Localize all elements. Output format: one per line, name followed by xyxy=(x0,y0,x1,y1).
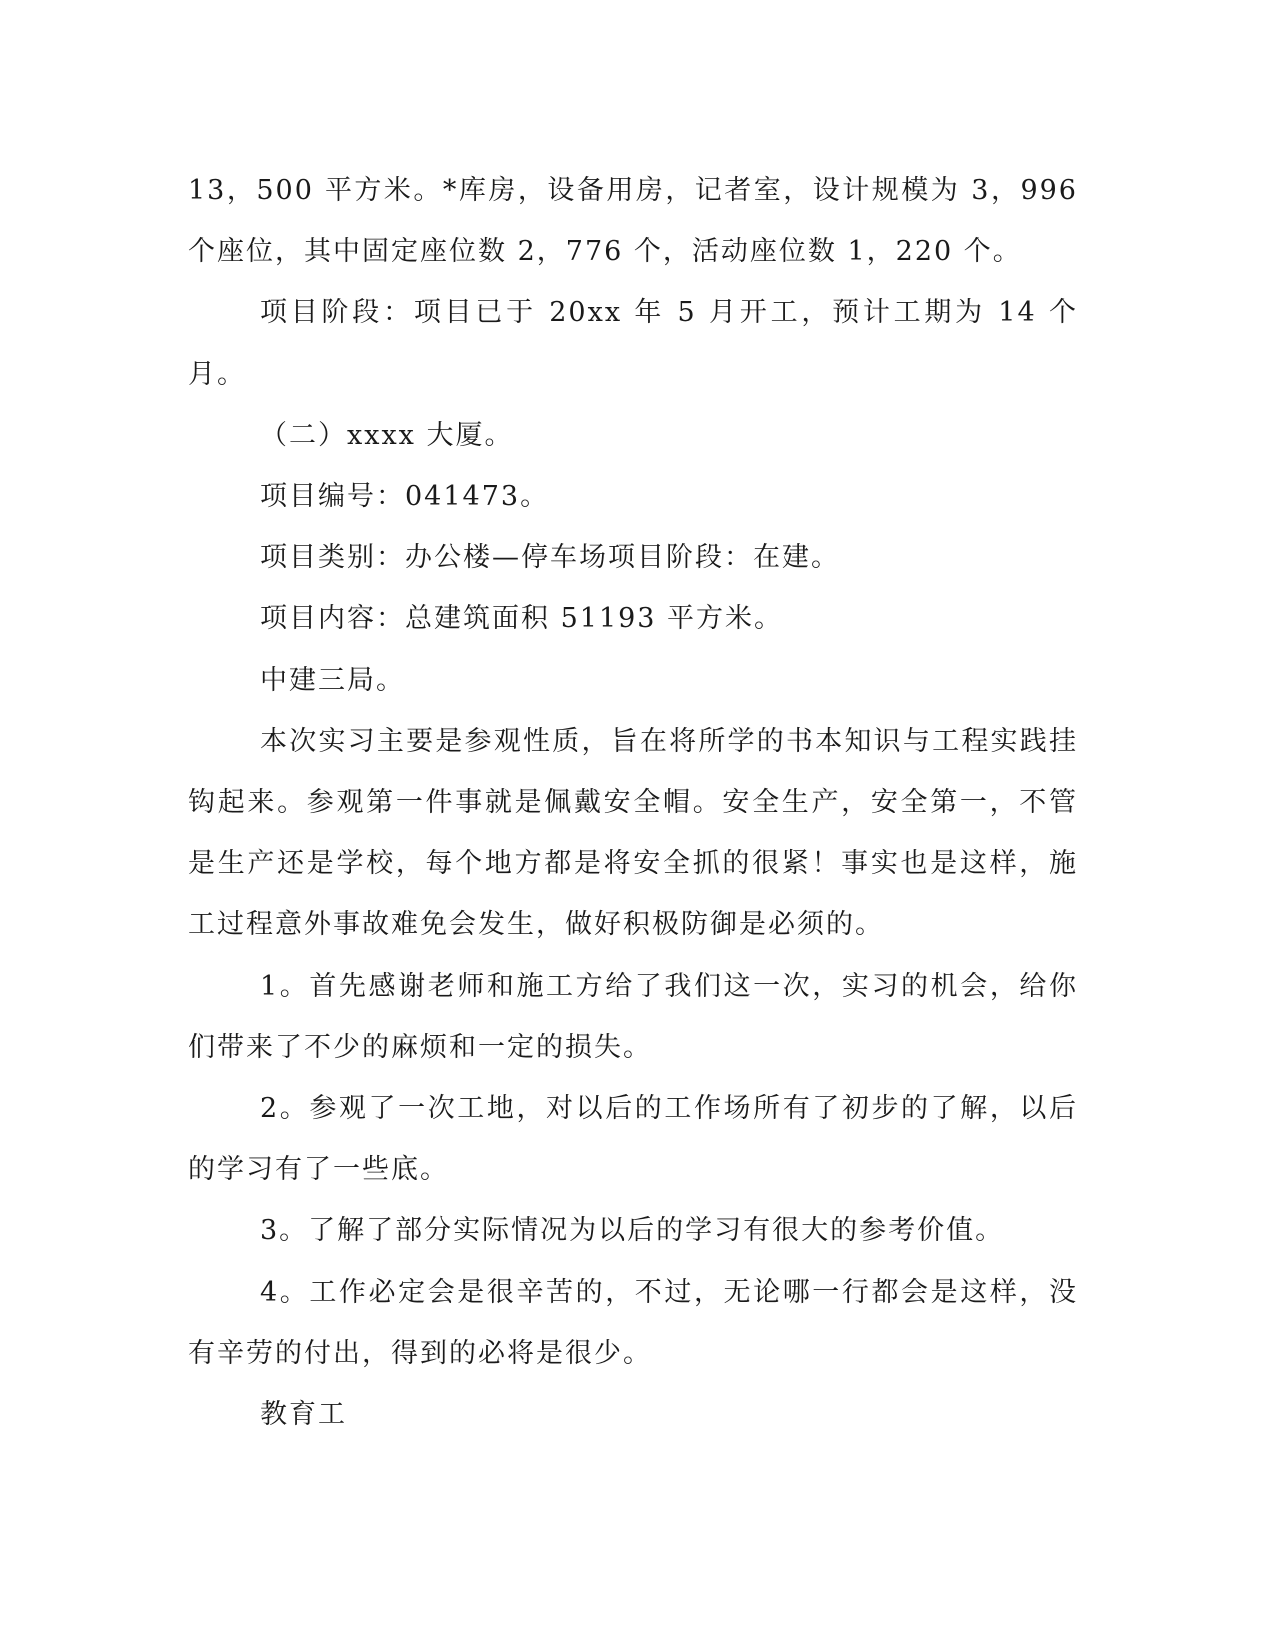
paragraph-trailing: 教育工 xyxy=(260,1399,347,1431)
paragraph-point-3: 3。了解了部分实际情况为以后的学习有很大的参考价值。 xyxy=(260,1215,1005,1247)
paragraph-section-heading: （二）xxxx 大厦。 xyxy=(260,419,514,451)
paragraph-project-scale: 13，500 平方米。*库房，设备用房，记者室，设计规模为 3，996 个座位，其中固定座位数 2，776 个，活动座位数 1，220 个。 xyxy=(188,175,1078,268)
paragraph-point-4: 4。工作必定会是很辛苦的，不过，无论哪一行都会是这样，没有辛劳的付出，得到的必将是很少。 xyxy=(188,1276,1078,1369)
paragraph-point-1: 1。首先感谢老师和施工方给了我们这一次，实习的机会，给你们带来了不少的麻烦和一定的损失。 xyxy=(188,970,1078,1063)
document-body xyxy=(188,160,1078,1445)
paragraph-internship-summary: 本次实习主要是参观性质，旨在将所学的书本知识与工程实践挂钩起来。参观第一件事就是佩戴安全帽。安全生产，安全第一，不管是生产还是学校，每个地方都是将安全抓的很紧！事实也是这样，施工过程意外事故难免会发生，做好积极防御是必须的。 xyxy=(188,725,1078,941)
paragraph-project-number: 项目编号：041473。 xyxy=(260,481,550,513)
paragraph-project-content: 项目内容：总建筑面积 51193 平方米。 xyxy=(260,603,784,635)
paragraph-point-2: 2。参观了一次工地，对以后的工作场所有了初步的了解，以后的学习有了一些底。 xyxy=(188,1093,1078,1186)
paragraph-project-stage: 项目阶段：项目已于 20xx 年 5 月开工，预计工期为 14 个月。 xyxy=(188,297,1078,390)
paragraph-project-category: 项目类别：办公楼—停车场项目阶段：在建。 xyxy=(260,542,840,574)
paragraph-contractor: 中建三局。 xyxy=(260,664,405,696)
